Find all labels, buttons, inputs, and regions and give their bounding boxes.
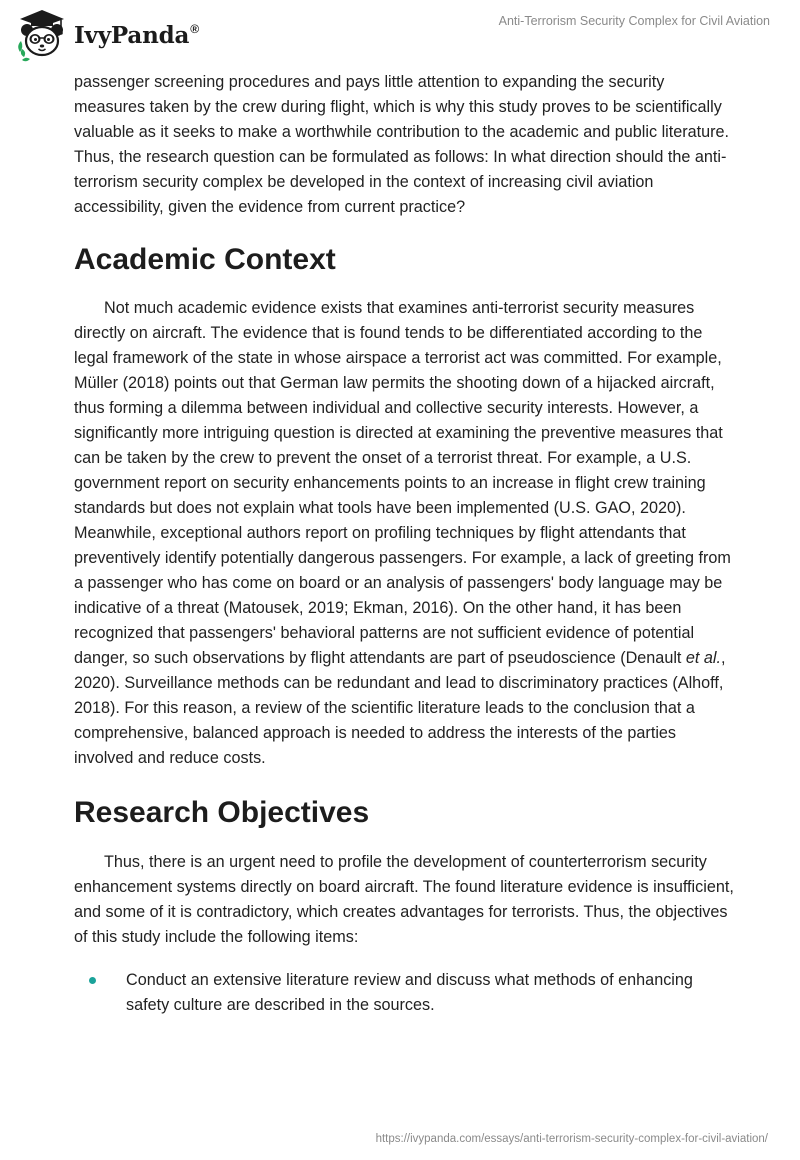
panda-graduate-icon [14, 6, 70, 62]
objectives-list [74, 968, 734, 1018]
bullet-icon [89, 977, 96, 984]
logo-wordmark: IvyPanda® [74, 21, 199, 49]
essay-content [74, 70, 734, 1018]
document-title: Anti-Terrorism Security Complex for Civil Aviation [498, 14, 770, 28]
heading-research-objectives: Research Objectives [74, 796, 370, 829]
heading-academic-context: Academic Context [74, 243, 336, 276]
academic-context-paragraph: Not much academic evidence exists that examines anti-terrorist security measures directly on aircraft. The evidence that is found tends to be differentiated according to the legal framework of the state in whose airspace a terrorist act was committed. For example, Müller (2018) points out that German law permits the shooting down of a hijacked aircraft, thus forming a dilemma between individual and collective security interests. However, a significantly more intriguing question is directed at examining the preventive measures that can be taken by the crew to prevent the onset of a terrorist threat. For example, a U.S. government report on security enhancements points to an increase in flight crew training standards but does not explain what tools have been implemented (U.S. GAO, 2020). Meanwhile, exceptional authors report on profiling techniques by flight attendants that preventively identify potentially dangerous passengers. For example, a lack of greeting from a passenger who has come on board or an analysis of passengers' body language may be indicative of a threat (Matousek, 2019; Ekman, 2016). On the other hand, it has been recognized that passengers' behavioral patterns are not sufficient evidence of potential danger, so such observations by flight attendants are part of pseudoscience (Denault et al., 2020). Surveillance methods can be redundant and lead to discriminatory practices (Alhoff, 2018). For this reason, a review of the scientific literature leads to the conclusion that a comprehensive, balanced approach is needed to address the interests of the parties involved and reduce costs. [74, 299, 731, 767]
page-header [0, 0, 800, 70]
research-objectives-paragraph: Thus, there is an urgent need to profile the development of counterterrorism security enhancement systems directly on board aircraft. The found literature evidence is insufficient, and some of it is contradictory, which creates advantages for terrorists. Thus, the objectives of this study include the following items: [74, 853, 734, 946]
ivypanda-logo[interactable] [14, 6, 199, 62]
source-url-link[interactable]: https://ivypanda.com/essays/anti-terrorism-security-complex-for-civil-aviation/ [375, 1133, 768, 1145]
intro-paragraph: passenger screening procedures and pays little attention to expanding the security measures taken by the crew during flight, which is why this study proves to be scientifically valuable as it seeks to make a worthwhile contribution to the academic and public literature. Thus, the research question can be formulated as follows: In what direction should the anti-terrorism security complex be developed in the context of increasing civil aviation accessibility, given the evidence from current practice? [74, 73, 730, 216]
et-al-italic: et al. [685, 649, 722, 667]
list-item: Conduct an extensive literature review and discuss what methods of enhancing safety culture are described in the sources. [74, 968, 734, 1018]
